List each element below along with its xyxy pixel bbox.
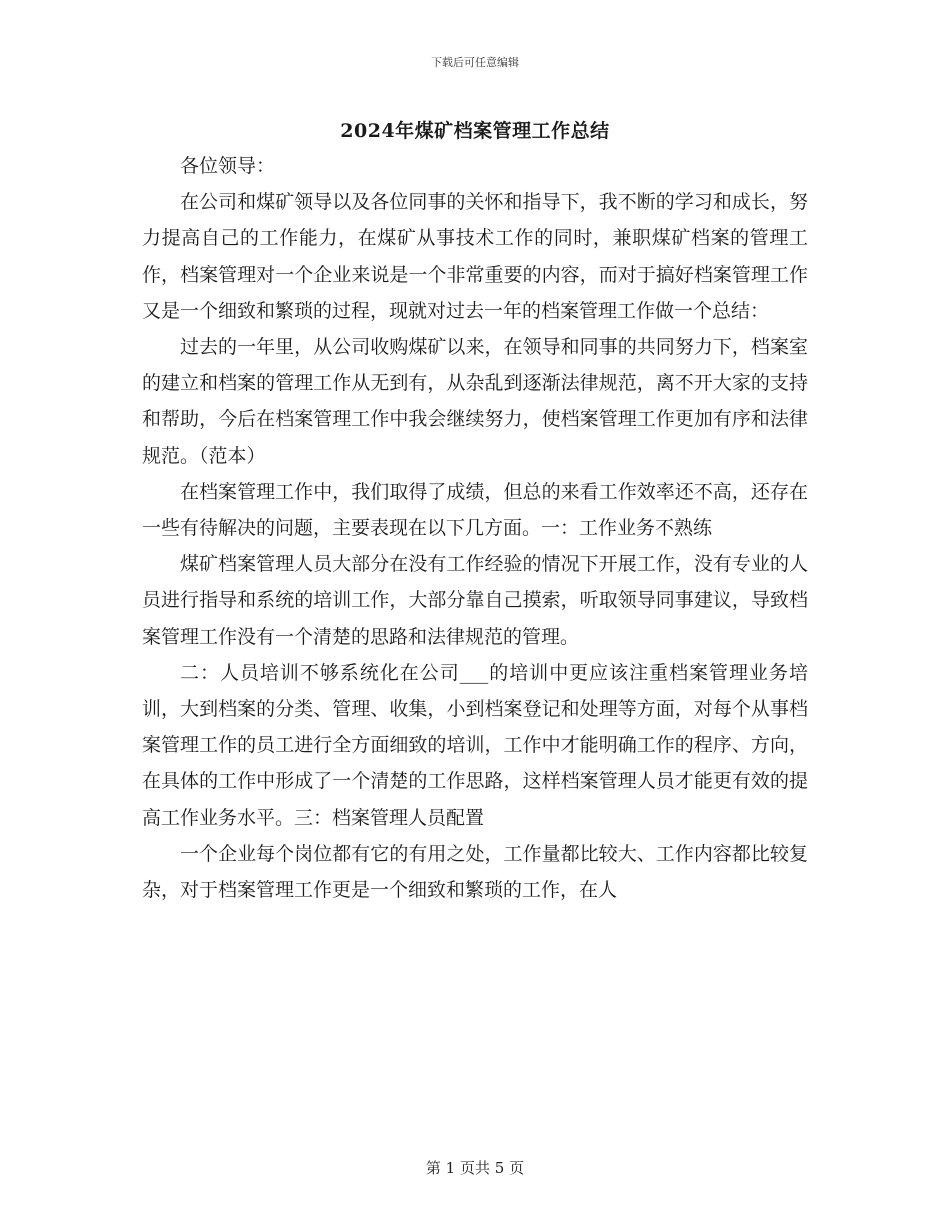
paragraph-past-year: 过去的一年里，从公司收购煤矿以来，在领导和同事的共同努力下，档案室的建立和档案的管理工作从无到有，从杂乱到逐渐法律规范，离不开大家的支持和帮助，今后在档案管理工作中我会继续努力，使档案管理工作更加有序和法律规范。（范本） — [142, 336, 808, 467]
paragraph-intro: 在公司和煤矿领导以及各位同事的关怀和指导下，我不断的学习和成长，努力提高自己的工作能力，在煤矿从事技术工作的同时，兼职煤矿档案的管理工作，档案管理对一个企业来说是一个非常重要的内容，而对于搞好档案管理工作又是一个细致和繁琐的过程，现就对过去一年的档案管理工作做一个总结： — [142, 191, 808, 322]
document-title: 2024年煤矿档案管理工作总结 — [340, 120, 610, 142]
paragraph-salutation: 各位领导： — [180, 155, 276, 177]
page-number: 第 1 页共 5 页 — [425, 1159, 525, 1177]
paragraph-issue-one: 煤矿档案管理人员大部分在没有工作经验的情况下开展工作，没有专业的人员进行指导和系统的培训工作，大部分靠自己摸索，听取领导同事建议，导致档案管理工作没有一个清楚的思路和法律规范的管理。 — [142, 553, 808, 648]
paragraph-problems: 在档案管理工作中，我们取得了成绩，但总的来看工作效率还不高，还存在一些有待解决的问题，主要表现在以下几方面。一：工作业务不熟练 — [142, 480, 808, 540]
paragraph-issue-two: 二：人员培训不够系统化在公司___的培训中更应该注重档案管理业务培训，大到档案的分类、管理、收集，小到档案登记和处理等方面，对每个从事档案管理工作的员工进行全方面细致的培训，工作中才能明确工作的程序、方向，在具体的工作中形成了一个清楚的工作思路，这样档案管理人员才能更有效的提高工作业务水平。三：档案管理人员配置 — [142, 661, 808, 829]
document-body — [142, 148, 808, 908]
page-header-note: 下载后可任意编辑 — [431, 56, 519, 69]
paragraph-issue-three: 一个企业每个岗位都有它的有用之处，工作量都比较大、工作内容都比较复杂，对于档案管理工作更是一个细致和繁琐的工作，在人 — [142, 842, 808, 902]
